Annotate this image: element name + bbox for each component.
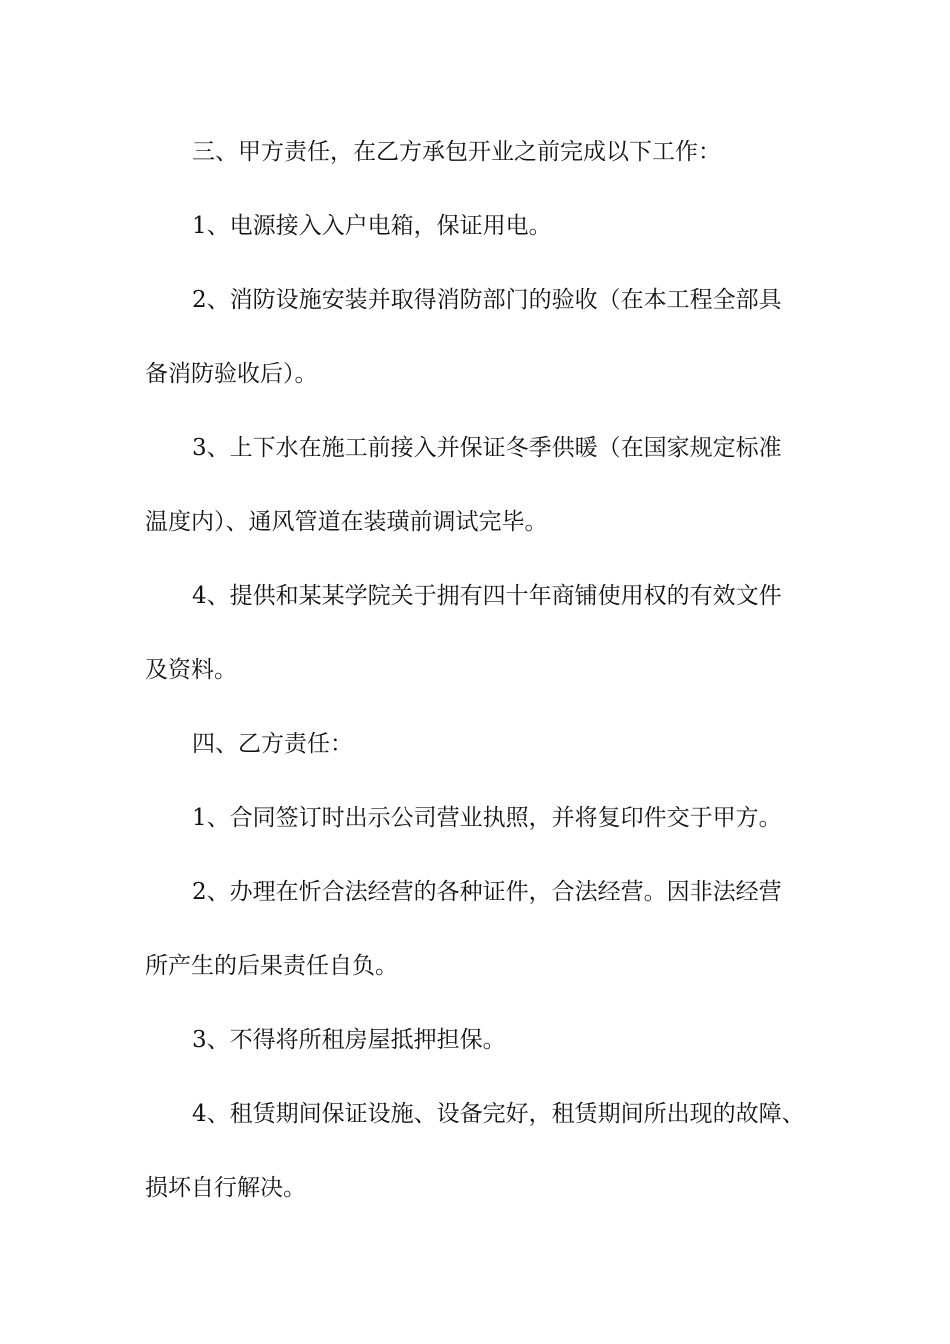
paragraph-line: 2、消防设施安装并取得消防部门的验收（在本工程全部具 (192, 287, 782, 313)
section-heading-party-a: 三、甲方责任，在乙方承包开业之前完成以下工作： (192, 139, 721, 165)
paragraph-line: 1、电源接入入户电箱，保证用电。 (192, 213, 552, 239)
section-heading-party-b: 四、乙方责任： (192, 731, 353, 757)
paragraph-line: 温度内）、通风管道在装璜前调试完毕。 (145, 509, 548, 535)
paragraph-line: 1、合同签订时出示公司营业执照，并将复印件交于甲方。 (192, 805, 782, 831)
paragraph-line: 及资料。 (145, 657, 237, 683)
paragraph-line: 损坏自行解决。 (145, 1175, 306, 1201)
paragraph-line: 2、办理在忻合法经营的各种证件，合法经营。因非法经营 (192, 879, 782, 905)
paragraph-line: 4、租赁期间保证设施、设备完好，租赁期间所出现的故障、 (192, 1101, 805, 1127)
paragraph-line: 4、提供和某某学院关于拥有四十年商铺使用权的有效文件 (192, 583, 782, 609)
paragraph-line: 3、上下水在施工前接入并保证冬季供暖（在国家规定标准 (192, 435, 782, 461)
paragraph-line: 3、不得将所租房屋抵押担保。 (192, 1027, 506, 1053)
paragraph-line: 备消防验收后）。 (145, 361, 318, 387)
paragraph-line: 所产生的后果责任自负。 (145, 953, 398, 979)
